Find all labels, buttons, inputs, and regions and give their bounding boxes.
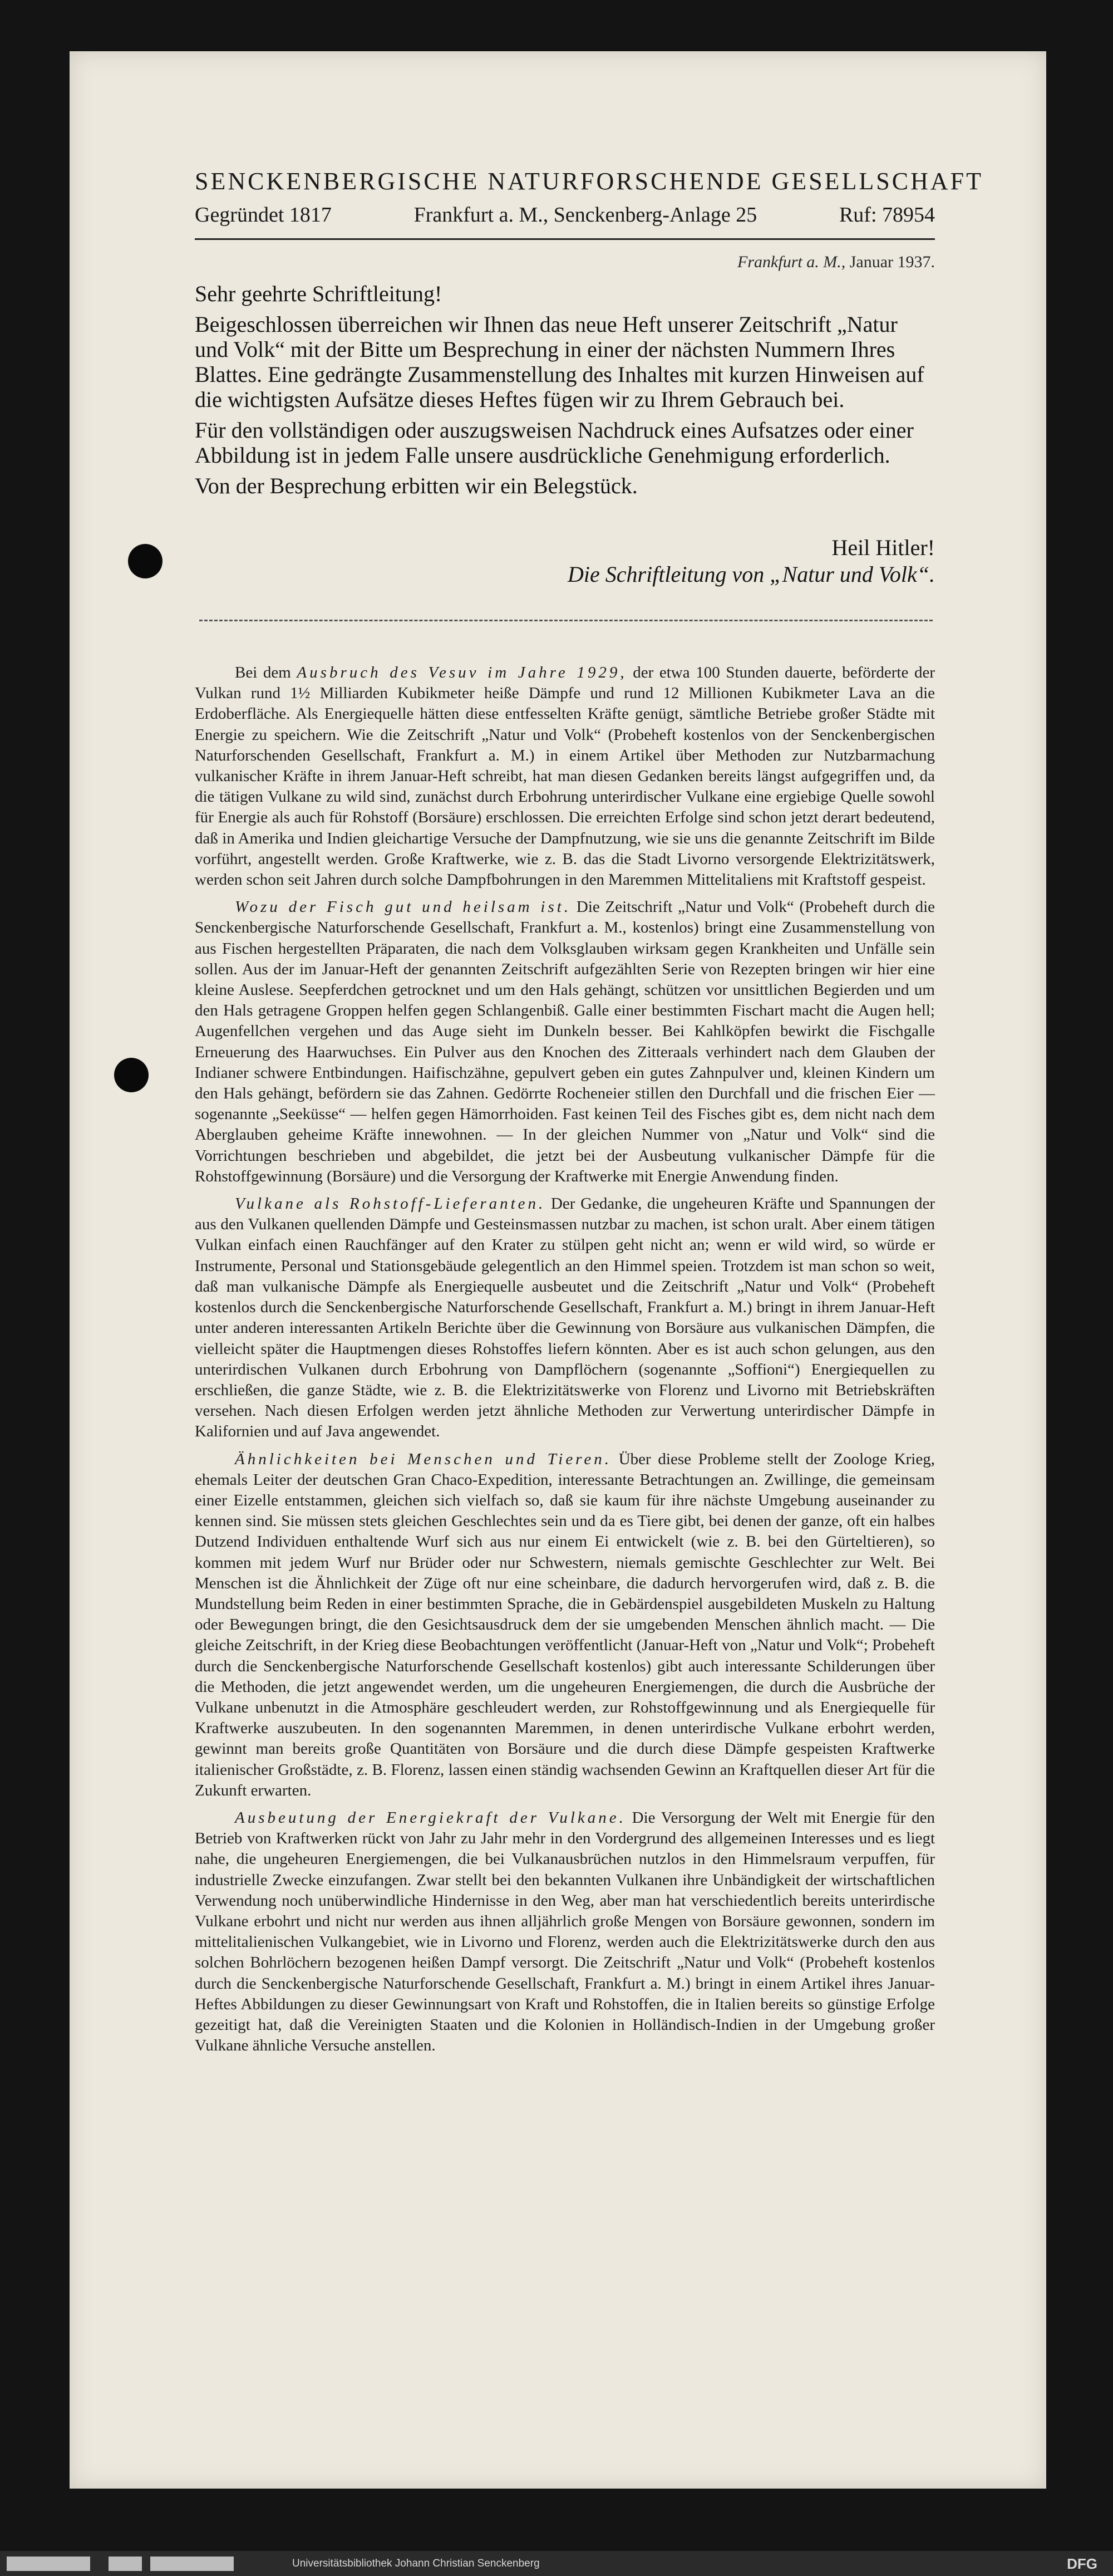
press-notices (195, 663, 935, 2063)
ub-logo-icon (7, 2557, 90, 2571)
article-text: Die Zeitschrift „Natur und Volk“ (Probeheft durch die Senckenbergische Naturforschende Gesellschaft, Frankfurt a. M., kostenlos) bringt eine Zusammenstellung von aus Fischen hergestellten Präparaten, die nach dem Volksglauben wirksam gegen Krankheiten und Unfälle sein sollen. Aus der im Januar-Heft der genannten Zeitschrift aufgezählten Serie von Rezepten bringen wir hier eine kleine Auslese. Seepferdchen getrocknet und um den Hals gehängt, schützen vor unsittlichen Begierden und um den Hals getragene Groppen helfen gegen Schlangenbiß. Galle einer bestimmten Fischart macht die Augen hell; Augenfellchen vergehen und das Auge sieht im Dunkeln besser. Bei Kahlköpfen bewirkt die Fischgalle Erneuerung des Haarwuchses. Ein Pulver aus den Knochen des Zitteraals verhindert nach dem Glauben der Indianer schwere Entbindungen. Haifischzähne, gepulvert geben ein gutes Zahnpulver und, kleinen Kindern um den Hals gehängt, befördern sie das Zahnen. Gedörrte Rocheneier stillen den Durchfall und die frischen Eier — sogenannte „Seeküsse“ — helfen gegen Hämorrhoiden. Fast keinen Teil des Fisches gibt es, dem nicht nach dem Aberglauben geheime Kräfte innewohnen. — In der gleichen Nummer von „Natur und Volk“ sind die Vorrichtungen beschrieben und abgebildet, die jetzt bei der Ausbeutung vulkanischer Dämpfe für die Rohstoffgewinnung (Borsäure) und die Versorgung der Kraftwerke mit Energie Anwendung finden. (195, 898, 935, 1185)
article-heading: Wozu der Fisch gut und heilsam ist. (235, 898, 572, 916)
letterhead-rule (195, 238, 935, 240)
letter-paragraph-1: Beigeschlossen überreichen wir Ihnen das neue Heft unserer Zeitschrift „Natur und Volk“ mit der Bitte um Besprechung in einer der nächsten Nummern Ihres Blattes. Eine gedrängte Zusammenstellung des Inhaltes mit kurzen Hinweisen auf die wichtigsten Aufsätze dieses Heftes fügen wir zu Ihrem Gebrauch bei. (195, 312, 924, 412)
article (195, 663, 935, 890)
dashed-separator (199, 620, 933, 621)
salutation: Sehr geehrte Schriftleitung! (195, 281, 442, 306)
letter-paragraph-3: Von der Besprechung erbitten wir ein Belegstück. (195, 473, 638, 498)
dateline (195, 253, 935, 272)
article-text: Die Versorgung der Welt mit Energie für den Betrieb von Kraftwerken rückt von Jahr zu Jahr mehr in den Vordergrund des allgemeinen Interesses und es liegt nahe, die ungeheuren Energiemengen, die bei Vulkanausbrüchen nutzlos in den Himmelsraum verpuffen, für industrielle Zwecke einzufangen. Zwar stellt bei den bekannten Vulkanen ihre Unbändigkeit der wirtschaftlichen Verwendung noch unüberwindliche Hindernisse in den Weg, aber man hat verschiedentlich bereits unterirdische Vulkane erbohrt und nicht nur werden aus ihnen alljährlich große Mengen von Borsäure gewonnen, sondern im mittelitalienischen Vulkangebiet, wie in Livorno und Florenz, werden auch die Elektrizitätswerke durch den aus solchen Bohrlöchern bezogenen heißen Dampf versorgt. Die Zeitschrift „Natur und Volk“ (Probeheft kostenlos durch die Senckenbergische Naturforschende Gesellschaft, Frankfurt a. M.) bringt in einem Artikel ihres Januar-Heftes Abbildungen zu dieser Gewinnungsart von Kraft und Rohstoffen, die in Italien bereits so günstige Erfolge gezeitigt hat, daß die Vereinigten Staaten und die Kolonien in Holländisch-Indien in der Umgebung großer Vulkane ähnliche Versuche anstellen. (195, 1808, 935, 2055)
letterhead-title: SENCKENBERGISCHE NATURFORSCHENDE GESELLSCHAFT (195, 168, 984, 195)
article-text: Über diese Probleme stellt der Zoologe Krieg, ehemals Leiter der deutschen Gran Chaco-Expedition, interessante Betrachtungen an. Zwillinge, die gemeinsam einer Eizelle entstammen, gleichen sich vielfach so, daß sie kaum für ihre nächste Umgebung auseinander zu kennen sind. Sie müssen stets gleichen Geschlechtes sein und da es Tiere gibt, bei denen der ganze, oft ein halbes Dutzend Individuen enthaltende Wurf sich aus nur einem Ei entwickelt (wie z. B. bei den Gürteltieren), so kommen mit jedem Wurf nur Brüder oder nur Schwestern, niemals gemischte Geschlechter zur Welt. Bei Menschen ist die Ähnlichkeit der Züge oft nur eine scheinbare, die dadurch hervorgerufen wird, daß z. B. die Mundstellung beim Reden in einer bestimmten Sprache, die in Gebärdenspiel ausgebildeten Muskeln zu Haltung oder Bewegungen bringt, die den Gesichtsausdruck dem der sie umgebenden Menschen ähnlich macht. — Die gleiche Zeitschrift, in der Krieg diese Beobachtungen veröffentlicht (Januar-Heft von „Natur und Volk“; Probeheft durch die Senckenbergische Naturforschende Gesellschaft kostenlos) gibt auch interessante Schilderungen über die Methoden, die jetzt angewendet werden, um die ungeheuren Energiemengen, die durch die Ausbrüche der Vulkane unbenutzt in die Atmosphäre geschleudert werden, zur Rohstoffgewinnung und als Energiequelle für Kraftwerke auszubeuten. In den sogenannten Maremmen, in denen unterirdische Vulkane erbohrt werden, gewinnt man bereits große Quantitäten von Borsäure und die durch diese Dämpfe gespeisten Kraftwerke italienischer Großstädte, z. B. Florenz, lassen einen ständig wachsenden Gewinn an Kraftquellen dieser Art für die Zukunft erwarten. (195, 1450, 935, 1799)
article-heading: Ähnlichkeiten bei Menschen und Tieren. (235, 1450, 612, 1468)
partner-logo-icon (150, 2557, 234, 2571)
digitization-footer (0, 2551, 1113, 2576)
institute-logo-icon (109, 2557, 142, 2571)
date-place: Frankfurt a. M., (737, 253, 846, 271)
article-heading: Ausbeutung der Energiekraft der Vulkane. (235, 1808, 626, 1827)
dfg-logo: DFG (1067, 2555, 1097, 2572)
phone-text: Ruf: 78954 (839, 203, 935, 227)
closing-greeting: Heil Hitler! (831, 535, 935, 560)
founded-text: Gegründet 1817 (195, 203, 332, 227)
article (195, 1449, 935, 1801)
punch-hole-top (128, 544, 162, 578)
article-lead: Bei dem (235, 664, 291, 681)
article-text: der etwa 100 Stunden dauerte, beförderte der Vulkan rund 1½ Milliarden Kubikmeter heiße Dämpfe und rund 12 Millionen Kubikmeter Lava an die Erdoberfläche. Als Energiequelle hätten diese entfesselten Kräfte genügt, sämtliche Betriebe großer Städte mit Energie zu speichern. Wie die Zeitschrift „Natur und Volk“ (Probeheft kostenlos von der Senckenbergischen Naturforschenden Gesellschaft, Frankfurt a. M.) in einem Artikel über Methoden zur Nutzbarmachung vulkanischer Kräfte in ihrem Januar-Heft schreibt, hat man diesen Gedanken bereits längst aufgegriffen und, da die tätigen Vulkane zu wild sind, zunächst durch Erbohrung unterirdischer Vulkane eine ergiebige Quelle sowohl für Energie als auch für Rohstoff (Borsäure) erschlossen. Die erreichten Erfolge sind schon jetzt derart bedeutend, daß in Amerika und Indien gleichartige Versuche der Dampfnutzung, wie sie uns die genannte Zeitschrift im Bilde vorführt, angestellt werden. Große Kraftwerke, wie z. B. das die Stadt Livorno versorgende Elektrizitätswerk, werden schon seit Jahren durch solche Dampfbohrungen in den Maremmen Mittelitaliens mit Kraftstoff gespeist. (195, 664, 935, 889)
letter-paragraph-2: Für den vollständigen oder auszugsweisen Nachdruck eines Aufsatzes oder einer Abbildung ist in jedem Falle unsere ausdrückliche Genehmigung erforderlich. (195, 418, 914, 468)
date-month: Januar 1937. (849, 253, 935, 271)
cover-letter (195, 281, 935, 498)
punch-hole-bottom (114, 1058, 149, 1092)
letterhead-details (195, 203, 935, 227)
article (195, 897, 935, 1187)
footer-credit: Universitätsbibliothek Johann Christian Senckenberg (292, 2558, 540, 2569)
article-heading: Ausbruch des Vesuv im Jahre 1929, (297, 664, 627, 681)
signature-line: Die Schriftleitung von „Natur und Volk“. (568, 562, 935, 587)
article-text: Der Gedanke, die ungeheuren Kräfte und Spannungen der aus den Vulkanen quellenden Dämpfe und Gesteinsmassen nutzbar zu machen, ist schon uralt. Aber einem tätigen Vulkan einfach einen Rauchfänger auf den Krater zu stülpen geht nicht an; wenn er wild wird, so würde er Instrumente, Personal und Stationsgebäude gelegentlich an den Himmel speien. Trotzdem ist man schon so weit, daß man vulkanische Dämpfe als Energiequelle ausbeutet und die Zeitschrift „Natur und Volk“ (Probeheft kostenlos durch die Senckenbergische Naturforschende Gesellschaft, Frankfurt a. M.) bringt in ihrem Januar-Heft unter anderen interessanten Artikeln Berichte über die Gewinnung von Borsäure aus vulkanischen Dämpfen, die vielleicht später die Hauptmengen dieses Rohstoffes liefern könnten. Aber es ist auch schon gelungen, aus den unterirdischen Vulkanen durch Erbohrung von Dampflöchern (sogenannte „Soffioni“) Energiequellen zu erschließen, die ganze Städte, wie z. B. die Elektrizitätswerke von Florenz und Livorno mit Betriebskräften versehen. Nach diesen Erfolgen werden jetzt ähnliche Methoden zur Verwertung unterirdischer Dämpfe in Kalifornien und auf Java angewendet. (195, 1195, 935, 1441)
article (195, 1808, 935, 2056)
article (195, 1194, 935, 1442)
article-heading: Vulkane als Rohstoff-Lieferanten. (235, 1195, 546, 1213)
address-text: Frankfurt a. M., Senckenberg-Anlage 25 (413, 203, 757, 227)
